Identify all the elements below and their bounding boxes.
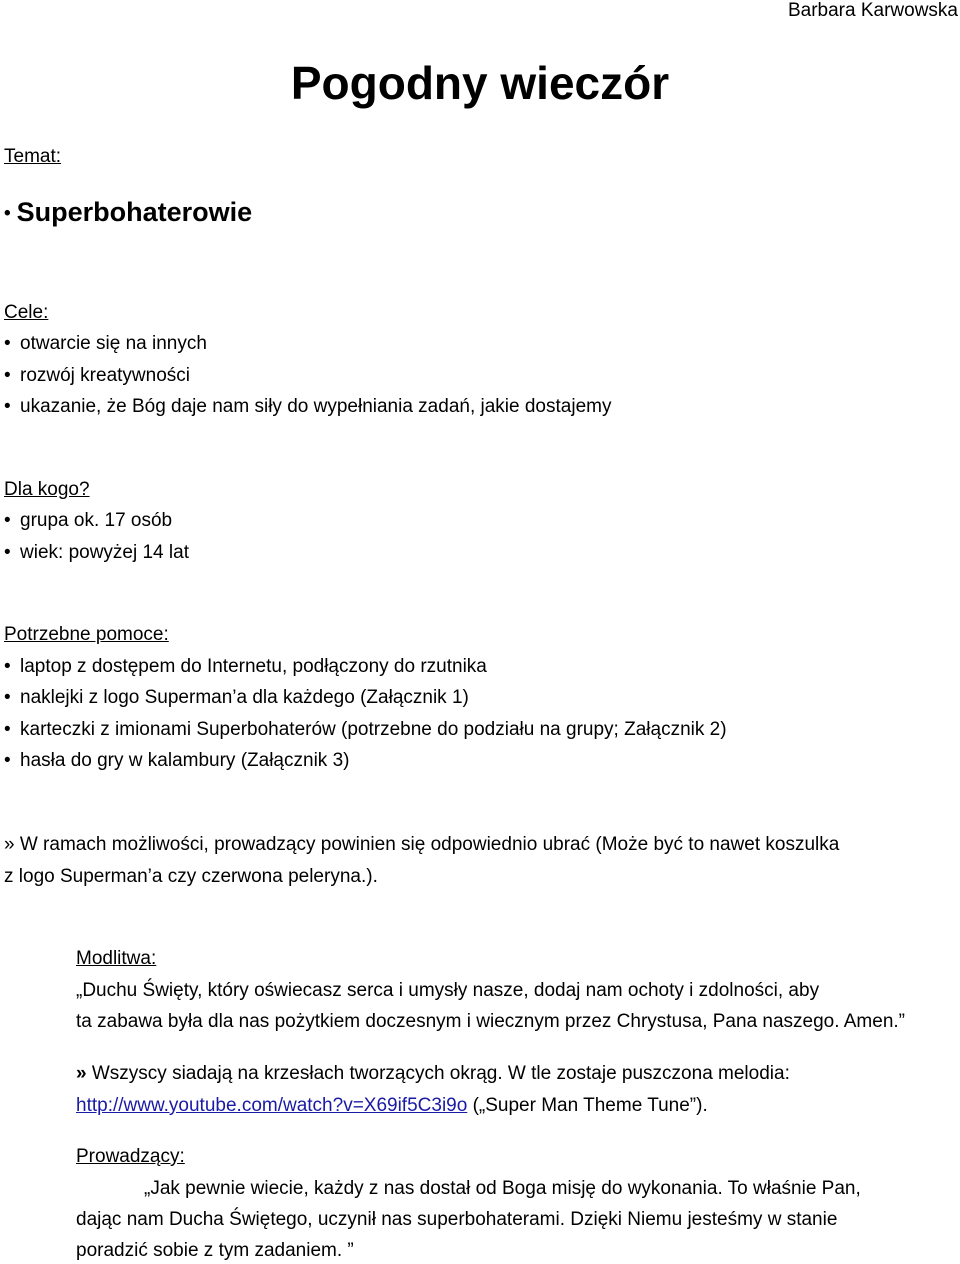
list-item-text: naklejki z logo Superman’a dla każdego (Załącznik 1) — [20, 687, 469, 708]
leader-line-3: poradzić sobie z tym zadaniem. ” — [76, 1240, 354, 1261]
leader-heading: Prowadzący: — [76, 1146, 185, 1167]
bullet: • — [4, 396, 11, 417]
note-line-1: » W ramach możliwości, prowadzący powinien się odpowiednio ubrać (Może być to nawet koszulka — [4, 834, 840, 855]
list-item-text: rozwój kreatywności — [20, 365, 190, 386]
list-item — [4, 542, 189, 564]
materials-heading: Potrzebne pomoce: — [4, 624, 169, 645]
author-name: Barbara Karwowska — [787, 0, 958, 21]
setup-marker: » — [76, 1063, 87, 1084]
topic-heading: Temat: — [4, 146, 62, 167]
list-item — [4, 687, 469, 709]
leader-line-2: dając nam Ducha Świętego, uczynił nas superbohaterami. Dzięki Niemu jesteśmy w stanie — [76, 1209, 838, 1230]
setup-link-row — [76, 1095, 708, 1117]
leader-line-1: „Jak pewnie wiecie, każdy z nas dostał od Boga misję do wykonania. To właśnie Pan, — [144, 1178, 861, 1199]
bullet: • — [4, 202, 11, 224]
topic-value: Superbohaterowie — [16, 197, 253, 227]
youtube-link[interactable]: http://www.youtube.com/watch?v=X69if5C3i9o — [76, 1095, 468, 1116]
bullet: • — [4, 687, 11, 708]
list-item — [4, 510, 172, 532]
prayer-heading: Modlitwa: — [76, 948, 157, 969]
list-item-text: grupa ok. 17 osób — [20, 510, 173, 531]
bullet: • — [4, 542, 11, 563]
bullet: • — [4, 333, 11, 354]
audience-heading: Dla kogo? — [4, 479, 90, 500]
note-line-2: z logo Superman’a czy czerwona peleryna.). — [4, 866, 378, 887]
list-item-text: otwarcie się na innych — [20, 333, 207, 354]
bullet: • — [4, 750, 11, 771]
list-item — [4, 656, 487, 678]
goals-heading: Cele: — [4, 302, 49, 323]
setup-link-suffix: („Super Man Theme Tune”). — [467, 1095, 708, 1116]
bullet: • — [4, 365, 11, 386]
list-item — [4, 750, 349, 772]
prayer-line-2: ta zabawa była dla nas pożytkiem doczesnym i wiecznym przez Chrystusa, Pana naszego. Amen.” — [76, 1011, 905, 1032]
list-item-text: ukazanie, że Bóg daje nam siły do wypełniania zadań, jakie dostajemy — [20, 396, 612, 417]
setup-text-row — [76, 1063, 790, 1085]
bullet: • — [4, 719, 11, 740]
prayer-line-1: „Duchu Święty, który oświecasz serca i umysły nasze, dodaj nam ochoty i zdolności, aby — [76, 980, 820, 1001]
topic-value-row — [4, 196, 252, 230]
list-item-text: wiek: powyżej 14 lat — [20, 542, 189, 563]
list-item — [4, 365, 190, 387]
list-item — [4, 719, 727, 741]
list-item-text: laptop z dostępem do Internetu, podłączony do rzutnika — [20, 656, 487, 677]
setup-text: Wszyscy siadają na krzesłach tworzących okrąg. W tle zostaje puszczona melodia: — [86, 1063, 790, 1084]
list-item — [4, 396, 611, 418]
bullet: • — [4, 656, 11, 677]
list-item-text: hasła do gry w kalambury (Załącznik 3) — [20, 750, 350, 771]
list-item-text: karteczki z imionami Superbohaterów (potrzebne do podziału na grupy; Załącznik 2) — [20, 719, 727, 740]
page-title: Pogodny wieczór — [290, 57, 670, 109]
list-item — [4, 333, 207, 355]
bullet: • — [4, 510, 11, 531]
